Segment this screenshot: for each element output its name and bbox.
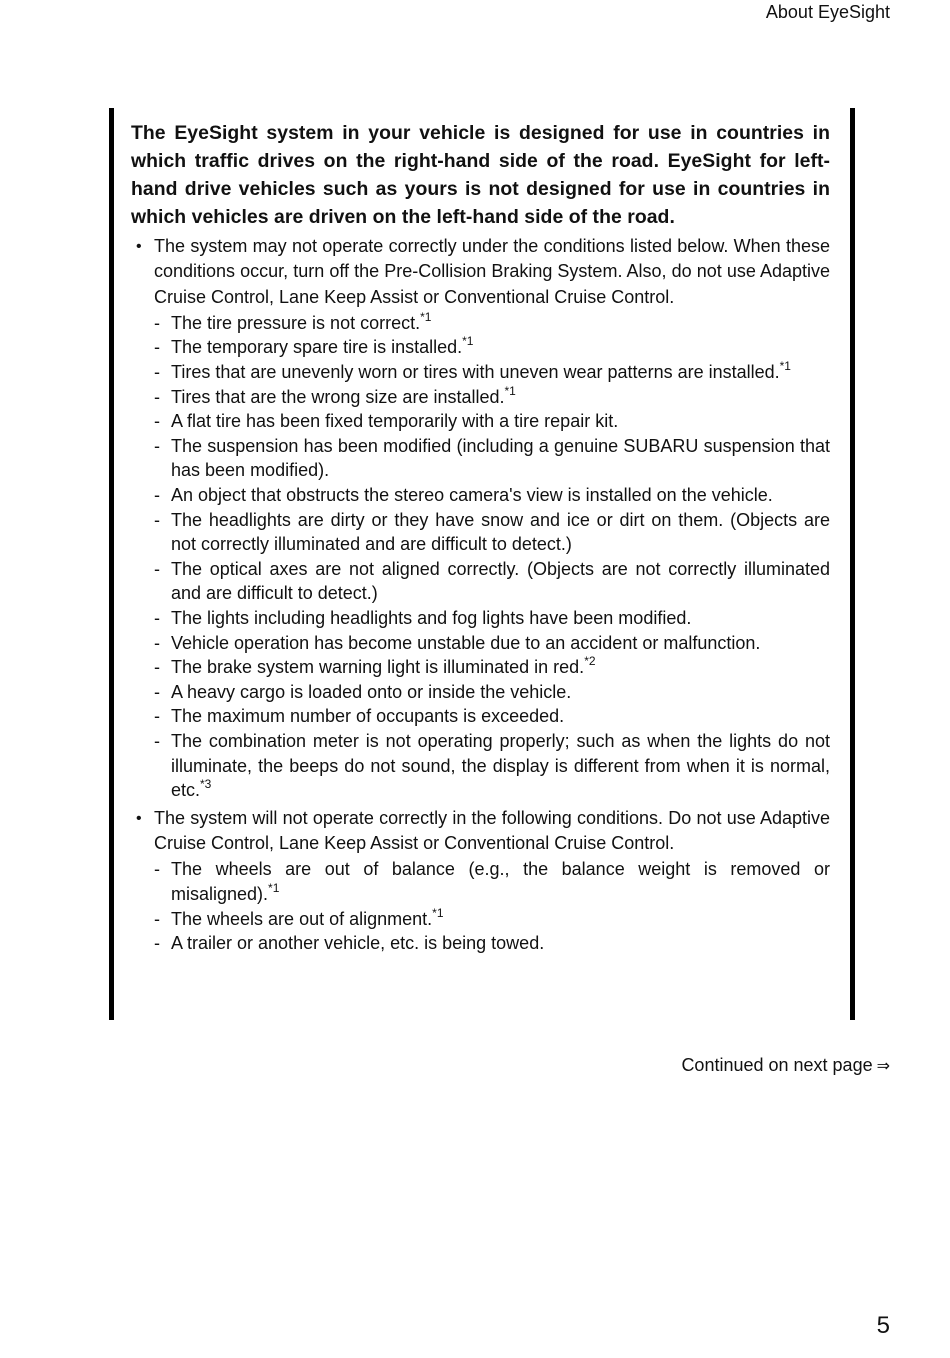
- condition-text: A flat tire has been fixed temporarily with a tire repair kit.: [171, 411, 619, 432]
- notice-section: [131, 234, 830, 803]
- condition-list: [154, 311, 830, 803]
- footnote-reference: *1: [504, 383, 516, 398]
- bullet-dot-icon: •: [136, 809, 142, 827]
- condition-item: [154, 360, 830, 385]
- dash-marker: -: [154, 632, 160, 653]
- dash-marker: -: [154, 681, 160, 702]
- dash-marker: -: [154, 411, 160, 432]
- footnote-reference: *1: [420, 309, 432, 324]
- running-header: About EyeSight: [765, 2, 890, 22]
- bullet-dot-icon: •: [136, 238, 142, 255]
- condition-text: The lights including headlights and fog lights have been modified.: [171, 608, 692, 629]
- condition-text: The maximum number of occupants is exceeded.: [171, 706, 565, 727]
- condition-text: The combination meter is not operating properly; such as when the lights do not illuminate, the beeps do not sound, the display is different from when it is normal, etc.: [171, 730, 830, 801]
- dash-marker: -: [154, 657, 160, 678]
- dash-marker: -: [154, 362, 160, 383]
- right-double-arrow-icon: ⇒: [876, 1056, 890, 1075]
- footnote-reference: *2: [584, 654, 596, 669]
- dash-marker: -: [154, 312, 160, 333]
- condition-item: [154, 434, 830, 483]
- condition-text: An object that obstructs the stereo camera's view is installed on the vehicle.: [171, 485, 773, 506]
- dash-marker: -: [154, 337, 160, 358]
- dash-marker: -: [154, 706, 160, 727]
- condition-item: [154, 557, 830, 606]
- footnote-reference: *1: [268, 880, 280, 895]
- notice-box: [109, 108, 855, 1020]
- dash-marker: -: [154, 558, 160, 579]
- notice-content: [131, 119, 830, 956]
- condition-item: [154, 508, 830, 557]
- condition-list: [154, 857, 830, 955]
- bullet-item: [131, 234, 830, 310]
- condition-item: [154, 729, 830, 803]
- condition-text: Tires that are unevenly worn or tires with uneven wear patterns are installed.: [171, 362, 780, 383]
- bullet-text: The system will not operate correctly in the following conditions. Do not use Adaptive Cruise Control, Lane Keep Assist or Conventional Cruise Control.: [154, 807, 830, 854]
- condition-text: Vehicle operation has become unstable due to an accident or malfunction.: [171, 632, 761, 653]
- condition-item: [154, 857, 830, 906]
- condition-text: A trailer or another vehicle, etc. is being towed.: [171, 933, 545, 954]
- footnote-reference: *1: [462, 334, 474, 349]
- condition-item: [154, 385, 830, 410]
- bullet-text: The system may not operate correctly under the conditions listed below. When these conditions occur, turn off the Pre-Collision Braking System. Also, do not use Adaptive Cruise Control, Lane Keep Assist or Conventional Cruise Control.: [154, 236, 830, 307]
- footnote-reference: *1: [432, 905, 444, 920]
- condition-text: The headlights are dirty or they have snow and ice or dirt on them. (Objects are not correctly illuminated and are difficult to detect.): [171, 509, 830, 555]
- dash-marker: -: [154, 386, 160, 407]
- footnote-reference: *1: [779, 359, 791, 374]
- dash-marker: -: [154, 485, 160, 506]
- condition-item: [154, 606, 830, 631]
- dash-marker: -: [154, 730, 160, 751]
- notice-warning-text: The EyeSight system in your vehicle is designed for use in countries in which traffic drives on the right-hand side of the road. EyeSight for left-hand drive vehicles such as yours is not designed for use in countries in which vehicles are driven on the left-hand side of the road.: [131, 122, 830, 228]
- condition-item: [154, 704, 830, 729]
- continued-text: Continued on next page: [681, 1055, 873, 1075]
- footnote-reference: *3: [200, 777, 212, 792]
- dash-marker: -: [154, 933, 160, 954]
- dash-marker: -: [154, 435, 160, 456]
- condition-text: Tires that are the wrong size are installed.: [171, 386, 505, 407]
- condition-item: [154, 631, 830, 656]
- bullet-item: [131, 806, 830, 857]
- condition-item: [154, 483, 830, 508]
- notice-sections: [131, 234, 830, 956]
- condition-text: The brake system warning light is illuminated in red.: [171, 657, 585, 678]
- condition-text: The tire pressure is not correct.: [171, 312, 421, 333]
- condition-item: [154, 655, 830, 680]
- condition-text: The suspension has been modified (including a genuine SUBARU suspension that has been modified).: [171, 435, 830, 481]
- page-number: 5: [876, 1312, 890, 1339]
- condition-item: [154, 931, 830, 956]
- continued-notice: [681, 1055, 890, 1076]
- dash-marker: -: [154, 608, 160, 629]
- condition-text: A heavy cargo is loaded onto or inside the vehicle.: [171, 681, 572, 702]
- condition-item: [154, 907, 830, 932]
- dash-marker: -: [154, 859, 160, 880]
- condition-item: [154, 680, 830, 705]
- condition-text: The wheels are out of balance (e.g., the balance weight is removed or misaligned).: [171, 859, 830, 904]
- condition-text: The temporary spare tire is installed.: [171, 337, 463, 358]
- notice-section: [131, 806, 830, 956]
- condition-item: [154, 311, 830, 336]
- condition-item: [154, 335, 830, 360]
- condition-item: [154, 409, 830, 434]
- dash-marker: -: [154, 509, 160, 530]
- dash-marker: -: [154, 908, 160, 929]
- condition-text: The optical axes are not aligned correctly. (Objects are not correctly illuminated and are difficult to detect.): [171, 558, 830, 604]
- condition-text: The wheels are out of alignment.: [171, 908, 433, 929]
